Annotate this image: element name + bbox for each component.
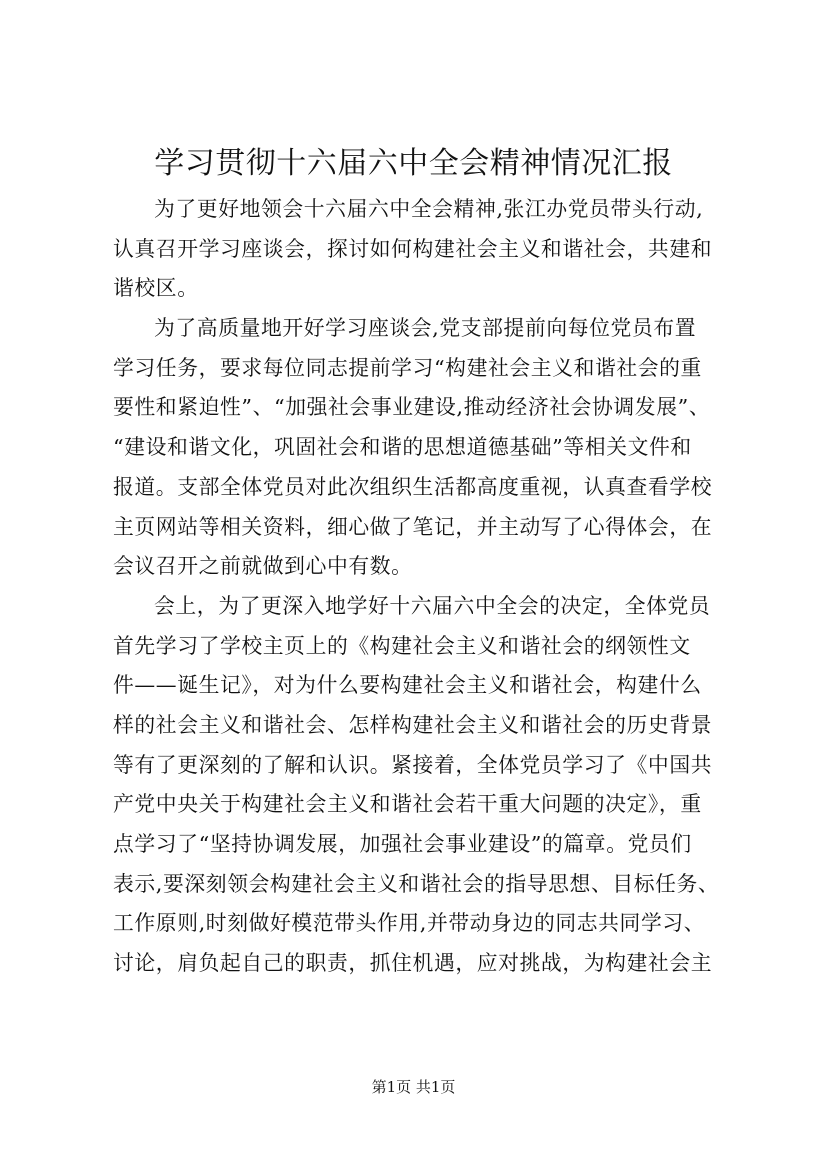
text-line-16: 产党中央关于构建社会主义和谐社会若干重大问题的决定》，重 (113, 792, 702, 817)
text-line-7: “建设和谐文化，巩固社会和谐的思想道德基础”等相关文件和 (113, 435, 692, 460)
text-line-20: 讨论，肩负起自己的职责，抓住机遇，应对挑战，为构建社会主 (113, 951, 713, 976)
document-body (113, 190, 753, 984)
text-line-12: 首先学习了学校主页上的《构建社会主义和谐社会的纲领性文 (113, 633, 691, 658)
text-line-3: 谐校区。 (113, 276, 199, 301)
text-line-8: 报道。支部全体党员对此次组织生活都高度重视，认真查看学校 (113, 474, 713, 499)
document-title: 学习贯彻十六届六中全会精神情况汇报 (154, 146, 673, 181)
text-line-19: 工作原则,时刻做好模范带头作用,并带动身边的同志共同学习、 (113, 911, 706, 936)
text-line-13: 件——诞生记》，对为什么要构建社会主义和谐社会，构建什么 (113, 673, 702, 698)
text-line-10: 会议召开之前就做到心中有数。 (113, 554, 413, 579)
text-line-15: 等有了更深刻的了解和认识。紧接着，全体党员学习了《中国共 (113, 752, 713, 777)
text-line-17: 点学习了“坚持协调发展，加强社会事业建设”的篇章。党员们 (113, 832, 692, 856)
text-line-11: 会上，为了更深入地学好十六届六中全会的决定，全体党员 (154, 593, 711, 618)
text-line-1: 为了更好地领会十六届六中全会精神,张江办党员带头行动, (154, 197, 704, 221)
text-line-2: 认真召开学习座谈会，探讨如何构建社会主义和谐社会，共建和 (113, 236, 713, 261)
text-line-14: 样的社会主义和谐社会、怎样构建社会主义和谐社会的历史背景 (113, 712, 713, 737)
text-line-9: 主页网站等相关资料，细心做了笔记，并主动写了心得体会，在 (113, 514, 713, 539)
text-line-18: 表示,要深刻领会构建社会主义和谐社会的指导思想、目标任务、 (113, 871, 720, 896)
page-number-footer: 第1页 共1页 (371, 1078, 456, 1096)
text-line-4: 为了高质量地开好学习座谈会,党支部提前向每位党员布置 (154, 316, 697, 341)
text-line-5: 学习任务，要求每位同志提前学习“构建社会主义和谐社会的重 (113, 355, 702, 380)
text-line-6: 要性和紧迫性”、“加强社会事业建设,推动经济社会协调发展”、 (113, 395, 711, 420)
